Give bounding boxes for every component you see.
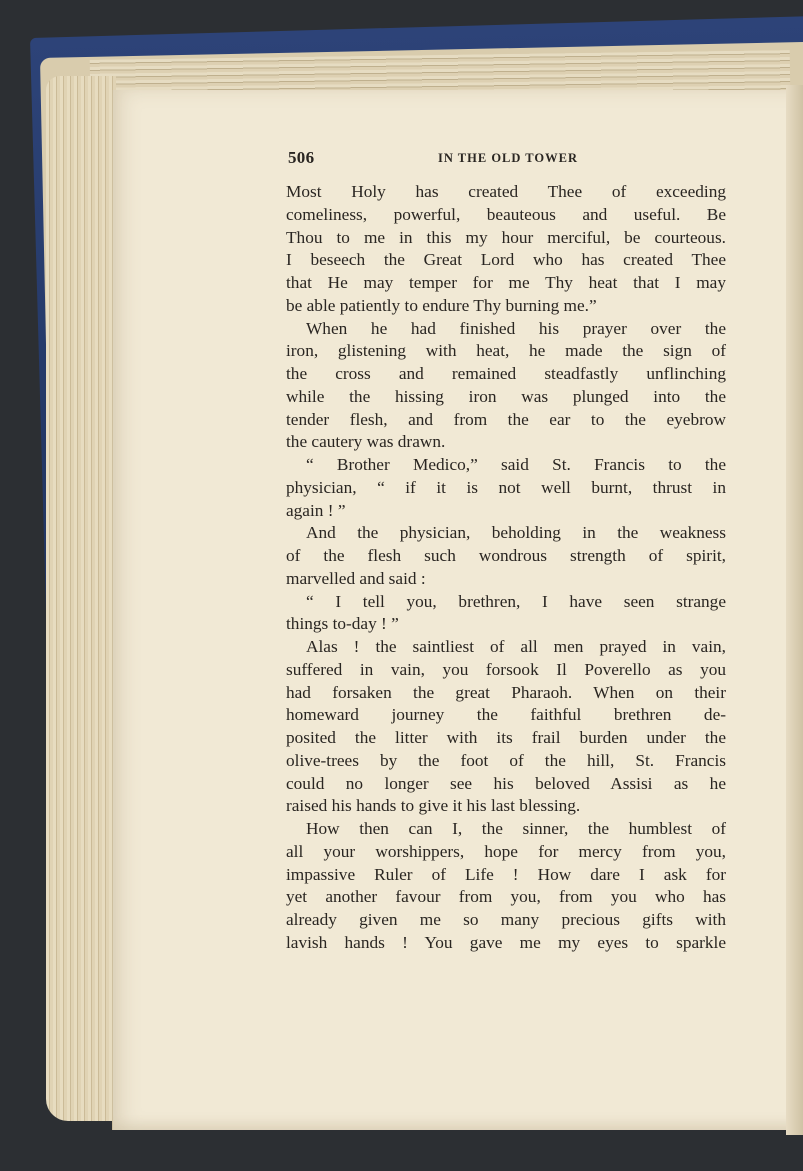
text-line: yet another favour from you, from you who has: [286, 887, 726, 907]
text-line: that He may temper for me Thy heat that I may: [286, 273, 726, 292]
text-line: be able patiently to endure Thy burning me.”: [286, 295, 597, 315]
text-line: When he had finished his prayer over the: [306, 318, 726, 338]
left-page-edges: [46, 76, 116, 1121]
text-line: iron, glistening with heat, he made the sign of: [286, 341, 726, 361]
text-line: while the hissing iron was plunged into the: [286, 386, 726, 406]
text-line: could no longer see his beloved Assisi as he: [286, 773, 726, 793]
text-line: all your worshippers, hope for mercy from you,: [286, 841, 726, 861]
text-line: marvelled and said :: [286, 568, 426, 588]
text-line: the cautery was drawn.: [286, 432, 446, 452]
page-header: [288, 148, 728, 172]
text-line: homeward journey the faithful brethren de-: [286, 705, 726, 725]
text-line: I beseech the Great Lord who has created Thee: [286, 250, 726, 270]
text-line: “ Brother Medico,” said St. Francis to the: [306, 455, 726, 474]
text-line: Alas ! the saintliest of all men prayed in vain,: [306, 637, 726, 656]
text-line: “ I tell you, brethren, I have seen strange: [306, 591, 726, 611]
text-line: raised his hands to give it his last blessing.: [286, 796, 581, 816]
text-line: impassive Ruler of Life ! How dare I ask for: [286, 864, 726, 884]
text-line: of the flesh such wondrous strength of spirit,: [286, 546, 726, 565]
text-line: Most Holy has created Thee of exceeding: [286, 182, 726, 201]
text-line: tender flesh, and from the ear to the eyebrow: [286, 409, 726, 429]
page-number: 506: [288, 148, 315, 167]
text-line: posited the litter with its frail burden under the: [286, 728, 726, 747]
text-line: had forsaken the great Pharaoh. When on their: [286, 682, 726, 702]
text-line: already given me so many precious gifts with: [286, 910, 726, 929]
text-line: lavish hands ! You gave me my eyes to sparkle: [286, 932, 726, 952]
text-line: the cross and remained steadfastly unflinching: [286, 364, 726, 383]
running-title: IN THE OLD TOWER: [438, 151, 578, 165]
text-line: How then can I, the sinner, the humblest of: [306, 819, 726, 838]
text-line: comeliness, powerful, beauteous and useful. Be: [286, 204, 726, 224]
body-text: [286, 181, 726, 955]
text-line: suffered in vain, you forsook Il Poverello as you: [286, 659, 726, 679]
text-line: olive-trees by the foot of the hill, St. Francis: [286, 750, 726, 770]
text-line: things to-day ! ”: [286, 614, 399, 634]
text-line: physician, “ if it is not well burnt, thrust in: [286, 477, 726, 497]
text-line: And the physician, beholding in the weakness: [306, 523, 726, 543]
text-line: Thou to me in this my hour merciful, be courteous.: [286, 227, 726, 247]
text-line: again ! ”: [286, 500, 346, 520]
right-page-edge: [786, 85, 803, 1135]
